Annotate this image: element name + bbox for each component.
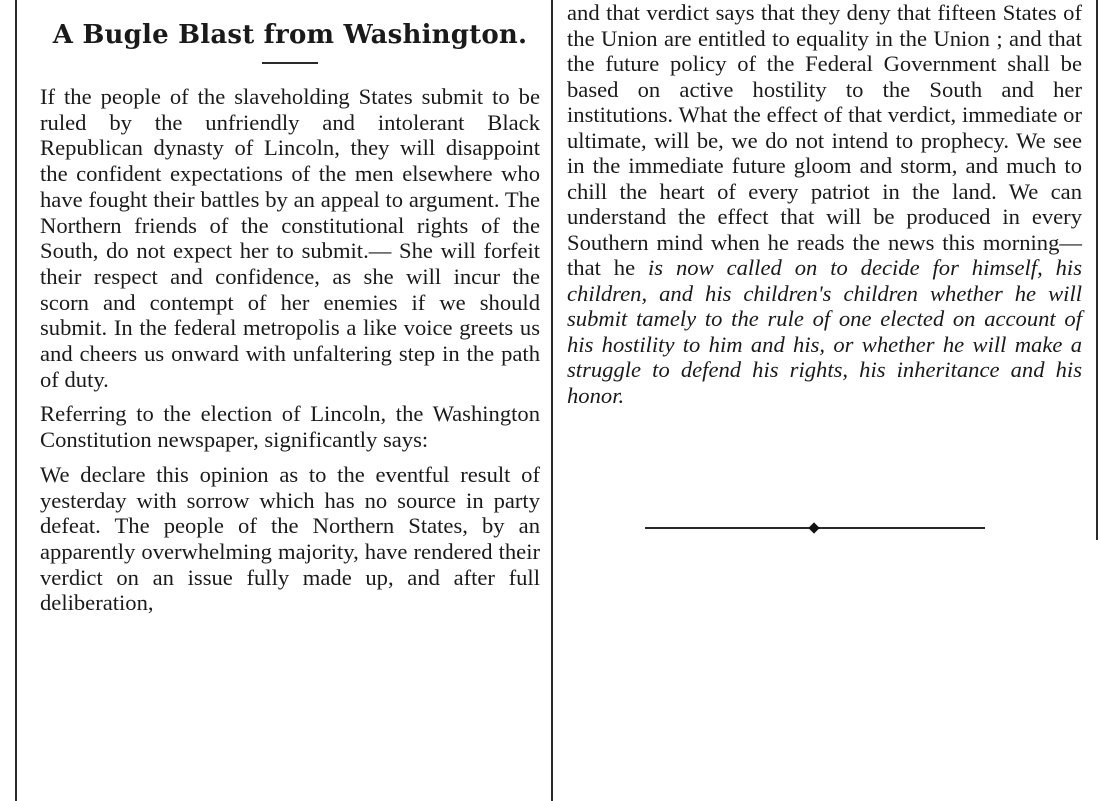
left-column [40, 0, 540, 616]
column-rule-middle [551, 0, 553, 801]
end-rule-dot [808, 522, 819, 533]
end-of-article-rule [645, 524, 985, 532]
quoted-paragraph-continued [567, 0, 1082, 408]
right-column [567, 0, 1082, 408]
paragraph-1: If the people of the slaveholding States submit to be ruled by the unfriendly and intolerant Black Republican dynasty of Lincoln, they will disappoint the confident expectations of the men elsewhere who have fought their battles by an appeal to argument. The Northern friends of the constitutional rights of the South, do not expect her to submit.— She will forfeit their respect and confidence, as she will incur the scorn and contempt of her enemies if we should submit. In the federal metropolis a like voice greets us and cheers us onward with unfaltering step in the path of duty. [40, 84, 540, 392]
column-rule-left [15, 0, 17, 801]
headline-rule [262, 62, 318, 64]
quoted-text-roman: and that verdict says that they deny that fifteen States of the Union are entitled to equality in the Union ; and that the future policy of the Federal Government shall be based on active hostility to the South and her institutions. What the effect of that verdict, immediate or ultimate, will be, we do not intend to prophecy. We see in the immediate future gloom and storm, and much to chill the heart of every patriot in the land. We can understand the effect that will be produced in every Southern mind when he reads the news this morning—that he [567, 0, 1082, 280]
quoted-paragraph-start: We declare this opinion as to the eventful result of yesterday with sorrow which has no source in party defeat. The people of the Northern States, by an apparently overwhelming majority, have rendered their verdict on an issue fully made up, and after full deliberation, [40, 461, 540, 616]
quoted-text-italic: is now called on to decide for himself, his children, and his children's children whether he will submit tamely to the rule of one elected on account of his hostility to him and his, or whether he will make a struggle to defend his rights, his inheritance and his honor. [567, 255, 1082, 408]
paragraph-2: Referring to the election of Lincoln, the Washington Constitution newspaper, significantly says: [40, 401, 540, 453]
article-headline: A Bugle Blast from Washington. [52, 20, 528, 50]
column-rule-right [1096, 0, 1098, 540]
